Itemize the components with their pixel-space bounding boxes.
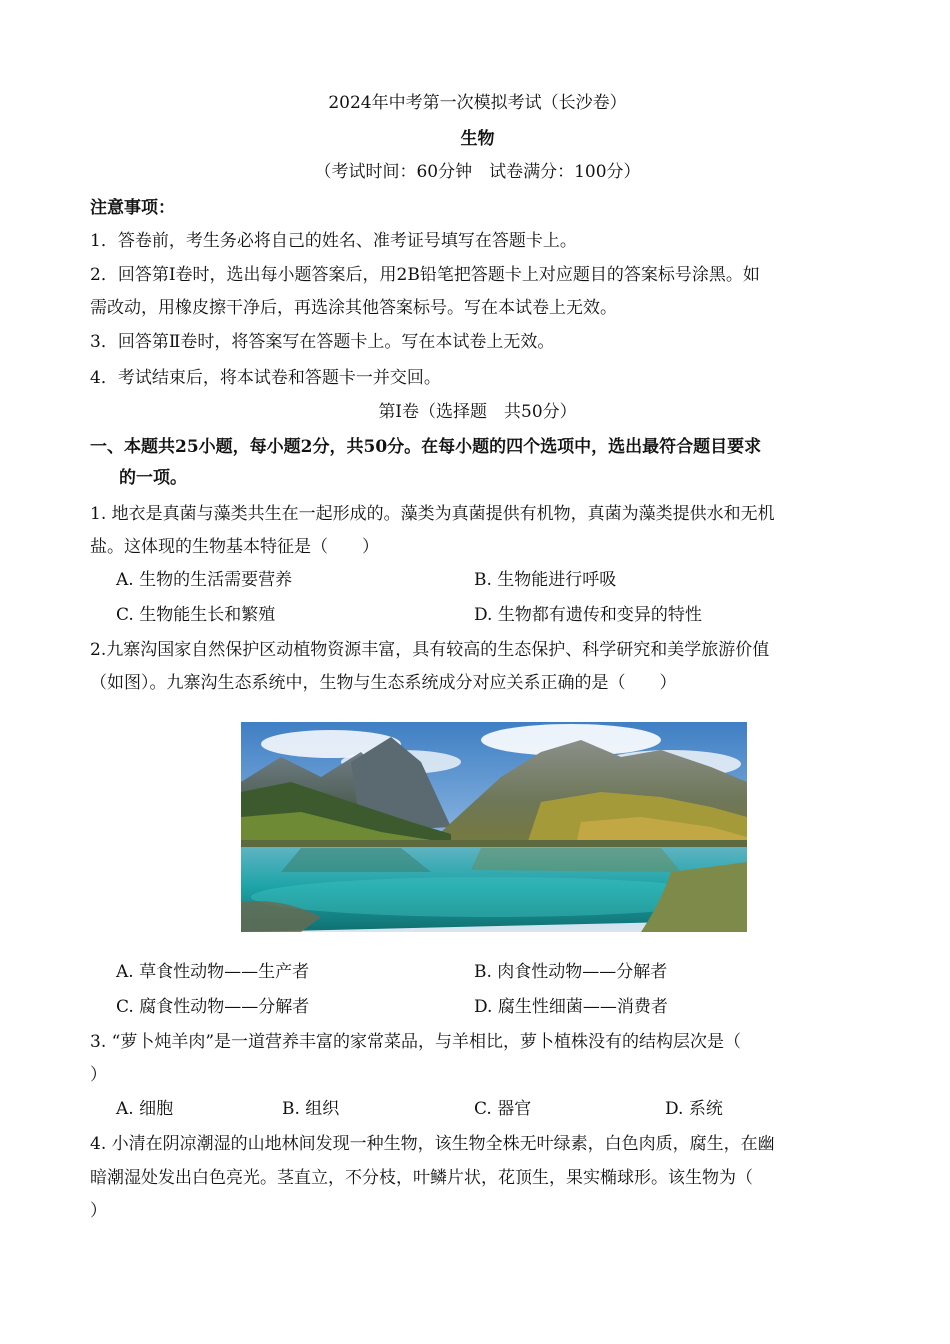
q3-option-a[interactable]: A. 细胞 [116,1099,174,1119]
question-4-text: 暗潮湿处发出白色亮光。茎直立，不分枝，叶鳞片状，花顶生，果实椭球形。该生物为（ [90,1168,753,1188]
question-4-text: 4. 小清在阴凉潮湿的山地林间发现一种生物，该生物全株无叶绿素，白色肉质，腐生，在幽 [90,1134,775,1154]
question-1-text: 1. 地衣是真菌与藻类共生在一起形成的。藻类为真菌提供有机物，真菌为藻类提供水和无机 [90,504,775,524]
q2-option-c[interactable]: C. 腐食性动物——分解者 [116,997,310,1017]
question-1-text: 盐。这体现的生物基本特征是（ ） [90,537,379,557]
question-3-text: 3. “萝卜炖羊肉”是一道营养丰富的家常菜品，与羊相比，萝卜植株没有的结构层次是（ [90,1032,742,1052]
question-2-text: 2.九寨沟国家自然保护区动植物资源丰富，具有较高的生态保护、科学研究和美学旅游价值 [90,640,770,660]
q1-option-d[interactable]: D. 生物都有遗传和变异的特性 [474,605,702,625]
q3-option-c[interactable]: C. 器官 [474,1099,532,1119]
question-4-text: ） [90,1201,107,1221]
jiuzhaigou-lake-photo [241,722,747,932]
notice-item: 4．考试结束后，将本试卷和答题卡一并交回。 [90,368,441,388]
exam-info: （考试时间：60分钟 试卷满分：100分） [314,162,641,182]
q2-option-d[interactable]: D. 腐生性细菌——消费者 [474,997,668,1017]
exam-title: 2024年中考第一次模拟考试（长沙卷） [328,93,627,113]
q1-option-a[interactable]: A. 生物的生活需要营养 [116,570,293,590]
question-2-text: （如图）。九寨沟生态系统中，生物与生态系统成分对应关系正确的是（ ） [90,673,677,693]
notice-item: 1．答卷前，考生务必将自己的姓名、准考证号填写在答题卡上。 [90,231,577,251]
section-title: 第Ⅰ卷（选择题 共50分） [378,402,577,422]
q3-option-b[interactable]: B. 组织 [282,1099,340,1119]
q1-option-b[interactable]: B. 生物能进行呼吸 [474,570,617,590]
q3-option-d[interactable]: D. 系统 [665,1099,723,1119]
question-3-text: ） [90,1065,107,1085]
notice-item: 3．回答第Ⅱ卷时，将答案写在答题卡上。写在本试卷上无效。 [90,332,555,352]
q1-option-c[interactable]: C. 生物能生长和繁殖 [116,605,276,625]
notice-heading: 注意事项： [90,198,175,218]
section-instruction-cont: 的一项。 [119,468,187,488]
notice-item: 2．回答第Ⅰ卷时，选出每小题答案后，用2B铅笔把答题卡上对应题目的答案标号涂黑。如 [90,265,760,285]
q2-option-b[interactable]: B. 肉食性动物——分解者 [474,962,668,982]
q2-option-a[interactable]: A. 草食性动物——生产者 [116,962,310,982]
section-instruction: 一、本题共25小题，每小题2分，共50分。在每小题的四个选项中，选出最符合题目要求 [90,437,762,457]
notice-item: 需改动，用橡皮擦干净后，再选涂其他答案标号。写在本试卷上无效。 [90,298,617,318]
subject-title: 生物 [460,129,495,149]
